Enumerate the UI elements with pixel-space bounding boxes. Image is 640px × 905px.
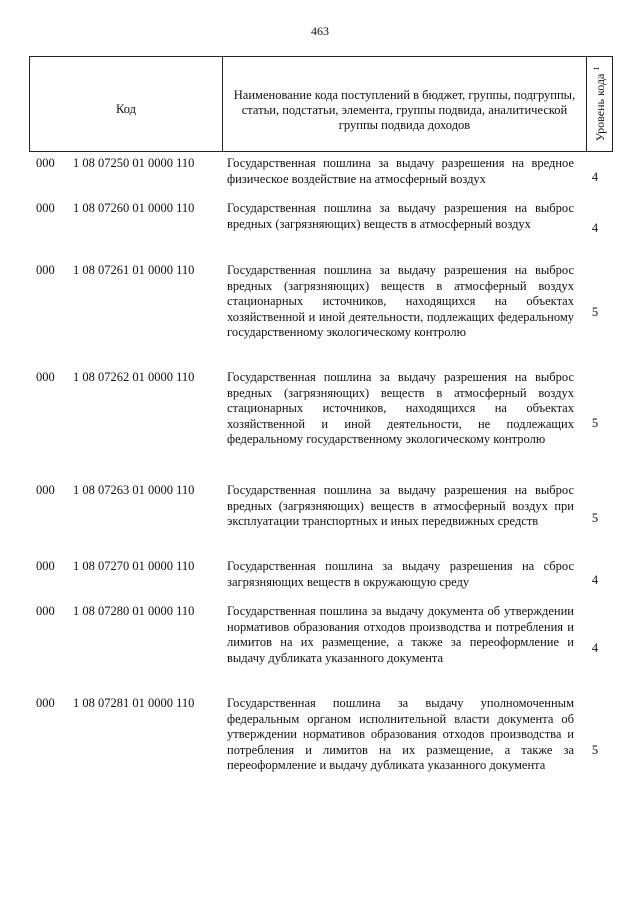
row-level: 5 [591,305,599,319]
row-level: 4 [591,641,599,655]
row-prefix: 000 [36,156,55,170]
row-code: 1 08 07281 01 0000 110 [73,696,195,710]
header-level [592,67,608,142]
row-code: 1 08 07250 01 0000 110 [73,156,195,170]
row-prefix: 000 [36,483,55,497]
header-level-footnote: 1 [591,66,601,71]
row-name: Государственная пошлина за выдачу разрешения на выброс вредных (загрязняющих) веществ в атмосферный воздух стационарных источников, находящихся на объектах хозяйственной и иной деятельности, подлежащих федеральному государственному экологическому контролю [227,263,574,339]
row-level: 5 [591,511,599,525]
page-number: 463 [311,24,329,38]
row-code: 1 08 07280 01 0000 110 [73,604,195,618]
row-code: 1 08 07270 01 0000 110 [73,559,195,573]
row-name: Государственная пошлина за выдачу разрешения на выброс вредных (загрязняющих) веществ в атмосферный воздух [227,201,574,231]
row-level: 4 [591,221,599,235]
row-name: Государственная пошлина за выдачу разрешения на выброс вредных (загрязняющих) веществ в атмосферный воздух стационарных источников, находящихся на объектах хозяйственной и иной деятельности, не подлежащих федеральному государственному экологическому контролю [227,370,574,446]
row-prefix: 000 [36,559,55,573]
row-level: 5 [591,416,599,430]
header-name: Наименование кода поступлений в бюджет, группы, подгруппы, статьи, подстатьи, элемента, группы подвида, аналитической группы подвида доходов [223,57,587,151]
row-code: 1 08 07263 01 0000 110 [73,483,195,497]
row-level: 4 [591,573,599,587]
row-level: 4 [591,170,599,184]
row-name: Государственная пошлина за выдачу документа об утверждении нормативов образования отходов производства и потребления и лимитов на их размещение, а также за переоформление и выдачу дубликата указанного документа [227,604,574,665]
row-prefix: 000 [36,201,55,215]
row-code: 1 08 07262 01 0000 110 [73,370,195,384]
row-name: Государственная пошлина за выдачу разрешения на вредное физическое воздействие на атмосферный воздух [227,156,574,186]
row-name: Государственная пошлина за выдачу разрешения на выброс вредных (загрязняющих) веществ в атмосферный воздух при эксплуатации транспортных и иных передвижных средств [227,483,574,528]
header-level-cell [587,57,612,151]
row-name: Государственная пошлина за выдачу разрешения на сброс загрязняющих веществ в окружающую среду [227,559,574,589]
row-prefix: 000 [36,263,55,277]
row-prefix: 000 [36,696,55,710]
row-name: Государственная пошлина за выдачу уполномоченным федеральным органом исполнительной власти документа об утверждении нормативов образования отходов производства и потребления и лимитов на их размещение, а также за переоформление и выдачу дубликата указанного документа [227,696,574,772]
row-code: 1 08 07260 01 0000 110 [73,201,195,215]
row-prefix: 000 [36,370,55,384]
row-code: 1 08 07261 01 0000 110 [73,263,195,277]
header-code: Код [30,57,223,151]
table-header [29,56,613,152]
row-prefix: 000 [36,604,55,618]
header-level-label: Уровень кода [592,73,607,142]
row-level: 5 [591,743,599,757]
